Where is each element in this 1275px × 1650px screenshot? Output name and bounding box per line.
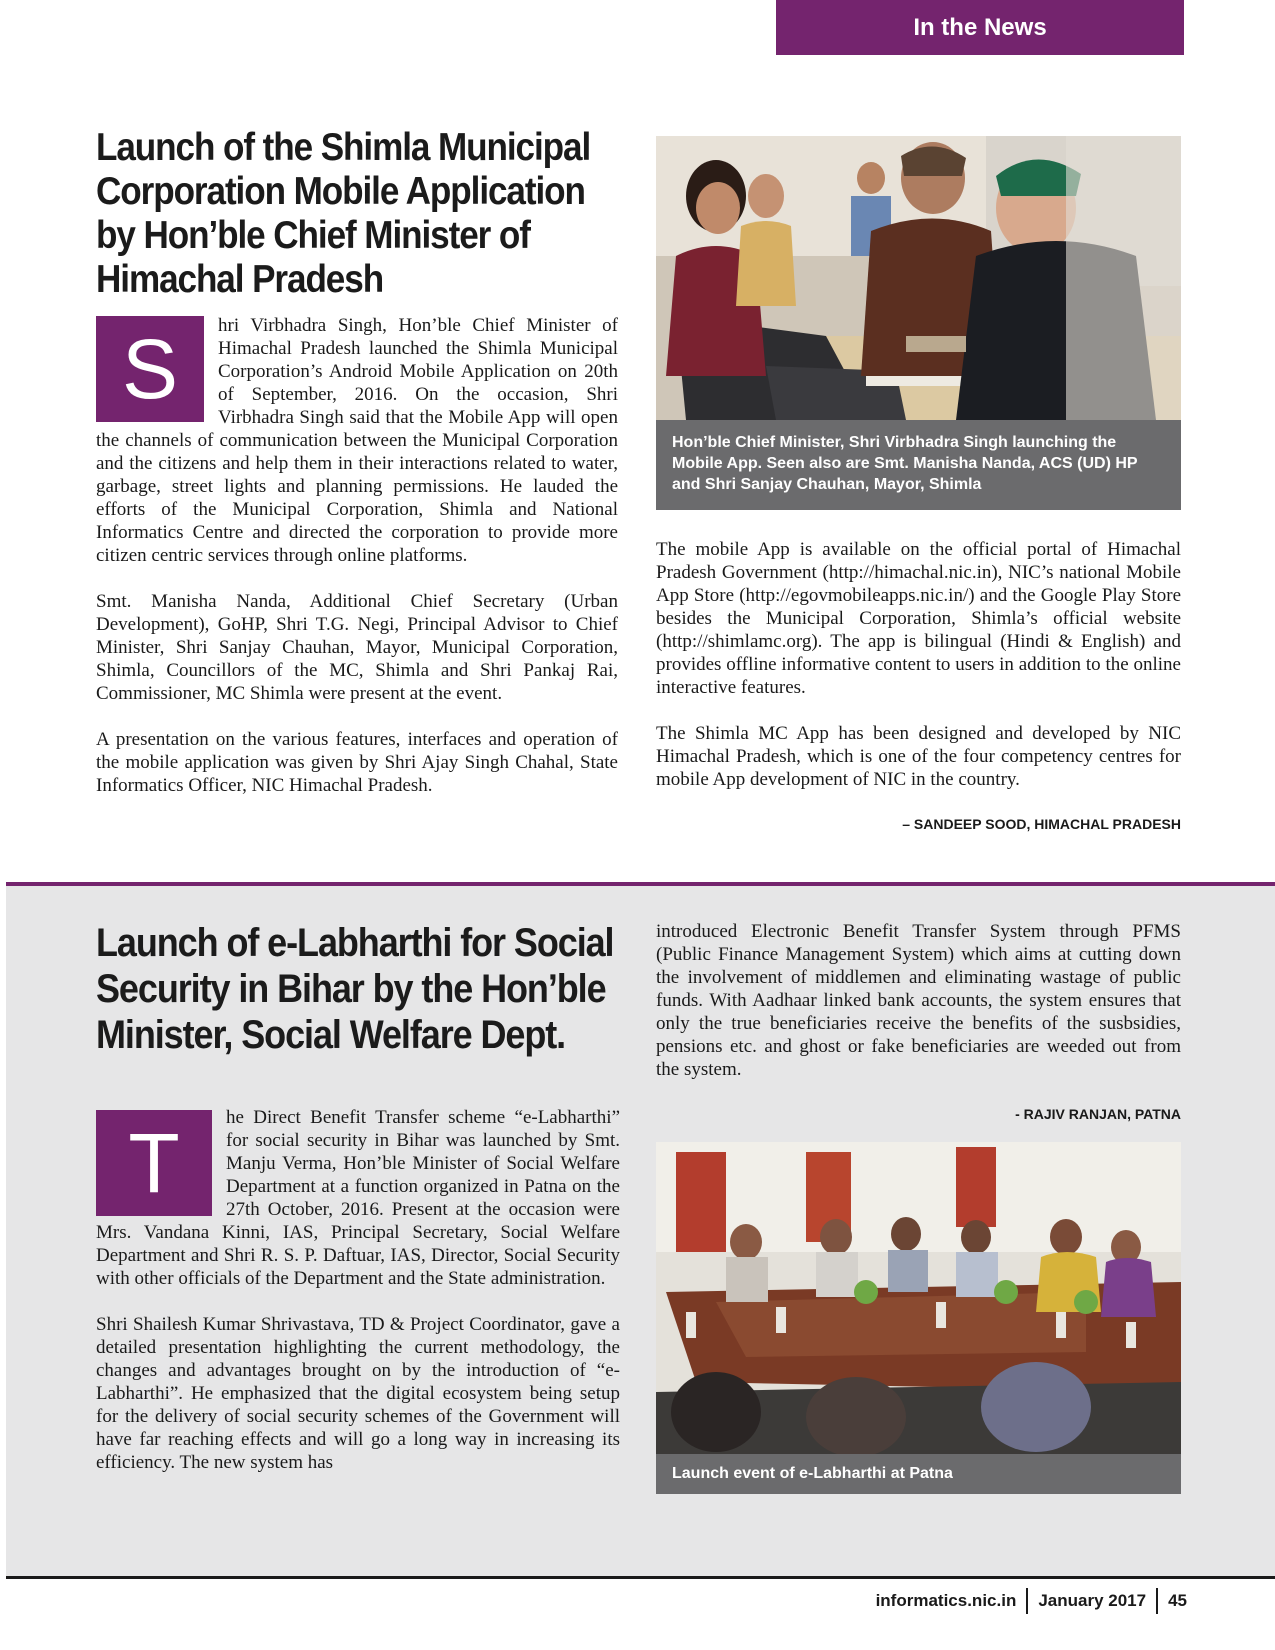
article1-para2: Smt. Manisha Nanda, Additional Chief Secretary (Urban Development), GoHP, Shri T.G. Negi, Principal Advisor to Chief Minister, Shri Sanjay Chauhan, Mayor, Municipal Corporation, Shimla, Councillors of the MC, Shimla and Shri Pankaj Rai, Commissioner, MC Shimla were present at the event. <box>96 591 618 704</box>
footer-separator <box>1156 1588 1158 1614</box>
article2-photo <box>656 1142 1181 1454</box>
article2-left-column <box>96 1106 620 1474</box>
article1-para4: The mobile App is available on the official portal of Himachal Pradesh Government (http://himachal.nic.in), NIC’s national Mobile App Store (http://egovmobileapps.nic.in/) and the Google Play Store besides the Municipal Corporation, Shimla’s official website (http://shimlamc.org). The app is bilingual (Hindi & English) and provides offline informative content to users in addition to the online interactive features. <box>656 539 1181 698</box>
footer-rule <box>6 1576 1275 1579</box>
article1-para1: hri Virbhadra Singh, Hon’ble Chief Minister of Himachal Pradesh launched the Shimla Municipal Corporation’s Android Mobile Application on 20th of September, 2016. On the occasion, Shri Virbhadra Singh said that the Mobile App will open the channels of communication between the Municipal Corporation and the citizens and help them in their interactions related to water, garbage, street lights and planning permissions. He lauded the efforts of the Municipal Corporation, Shimla and National Informatics Centre and directed the corporation to provide more citizen centric services through online platforms. <box>96 315 618 566</box>
article1-photo <box>656 136 1181 420</box>
article1-photo-caption: Hon’ble Chief Minister, Shri Virbhadra Singh launching the Mobile App. Seen also are Smt. Manisha Nanda, ACS (UD) HP and Shri Sanjay Chauhan, Mayor, Shimla <box>656 420 1181 510</box>
footer-date: January 2017 <box>1038 1591 1147 1610</box>
footer-site: informatics.nic.in <box>875 1591 1017 1610</box>
article1-left-column <box>96 314 618 797</box>
article2-para2: Shri Shailesh Kumar Shrivastava, TD & Project Coordinator, gave a detailed presentation highlighting the current methodology, the changes and advantages brought on by the introduction of “e-Labharthi”. He emphasized that the digital ecosystem being setup for the delivery of social security schemes of the Government will have far reaching effects and will go a long way in increasing its efficiency. The new system has <box>96 1314 620 1473</box>
article2-para3: introduced Electronic Benefit Transfer System through PFMS (Public Finance Management System) which aims at cutting down the involvement of middlemen and eliminating wastage of public funds. With Aadhaar linked bank accounts, the system ensures that only the true beneficiaries receive the benefits of the susbsidies, pensions etc. and ghost or fake beneficiaries are weeded out from the system. <box>656 921 1181 1080</box>
footer-page-number: 45 <box>1168 1591 1187 1610</box>
article2-photo-caption: Launch event of e-Labharthi at Patna <box>656 1454 1181 1494</box>
article1-dropcap: S <box>96 316 204 422</box>
article2-title: Launch of e-Labharthi for Social Security in Bihar by the Hon’ble Minister, Social Welfare Dept. <box>96 921 614 1057</box>
article1-para5: The Shimla MC App has been designed and developed by NIC Himachal Pradesh, which is one of the four competency centres for mobile App development of NIC in the country. <box>656 723 1181 790</box>
footer <box>876 1586 1187 1616</box>
article1-byline: – SANDEEP SOOD, HIMACHAL PRADESH <box>902 816 1181 832</box>
section-tab: In the News <box>776 0 1184 55</box>
footer-separator <box>1026 1588 1028 1614</box>
article1-right-column <box>656 538 1181 791</box>
article1-title: Launch of the Shimla Municipal Corporation Mobile Application by Hon’ble Chief Minister of Himachal Pradesh <box>96 126 591 301</box>
article2-para1: he Direct Benefit Transfer scheme “e-Labharthi” for social security in Bihar was launched by Smt. Manju Verma, Hon’ble Minister of Social Welfare Department at a function organized in Patna on the 27th October, 2016. Present at the occasion were Mrs. Vandana Kinni, IAS, Principal Secretary, Social Welfare Department and Shri R. S. P. Daftuar, IAS, Director, Social Security with other officials of the Department and the State administration. <box>96 1107 620 1289</box>
article2-dropcap: T <box>96 1110 212 1216</box>
article2-right-column <box>656 920 1181 1081</box>
article2-byline: - RAJIV RANJAN, PATNA <box>1015 1106 1181 1122</box>
article1-para3: A presentation on the various features, interfaces and operation of the mobile application was given by Shri Ajay Singh Chahal, State Informatics Officer, NIC Himachal Pradesh. <box>96 729 618 796</box>
